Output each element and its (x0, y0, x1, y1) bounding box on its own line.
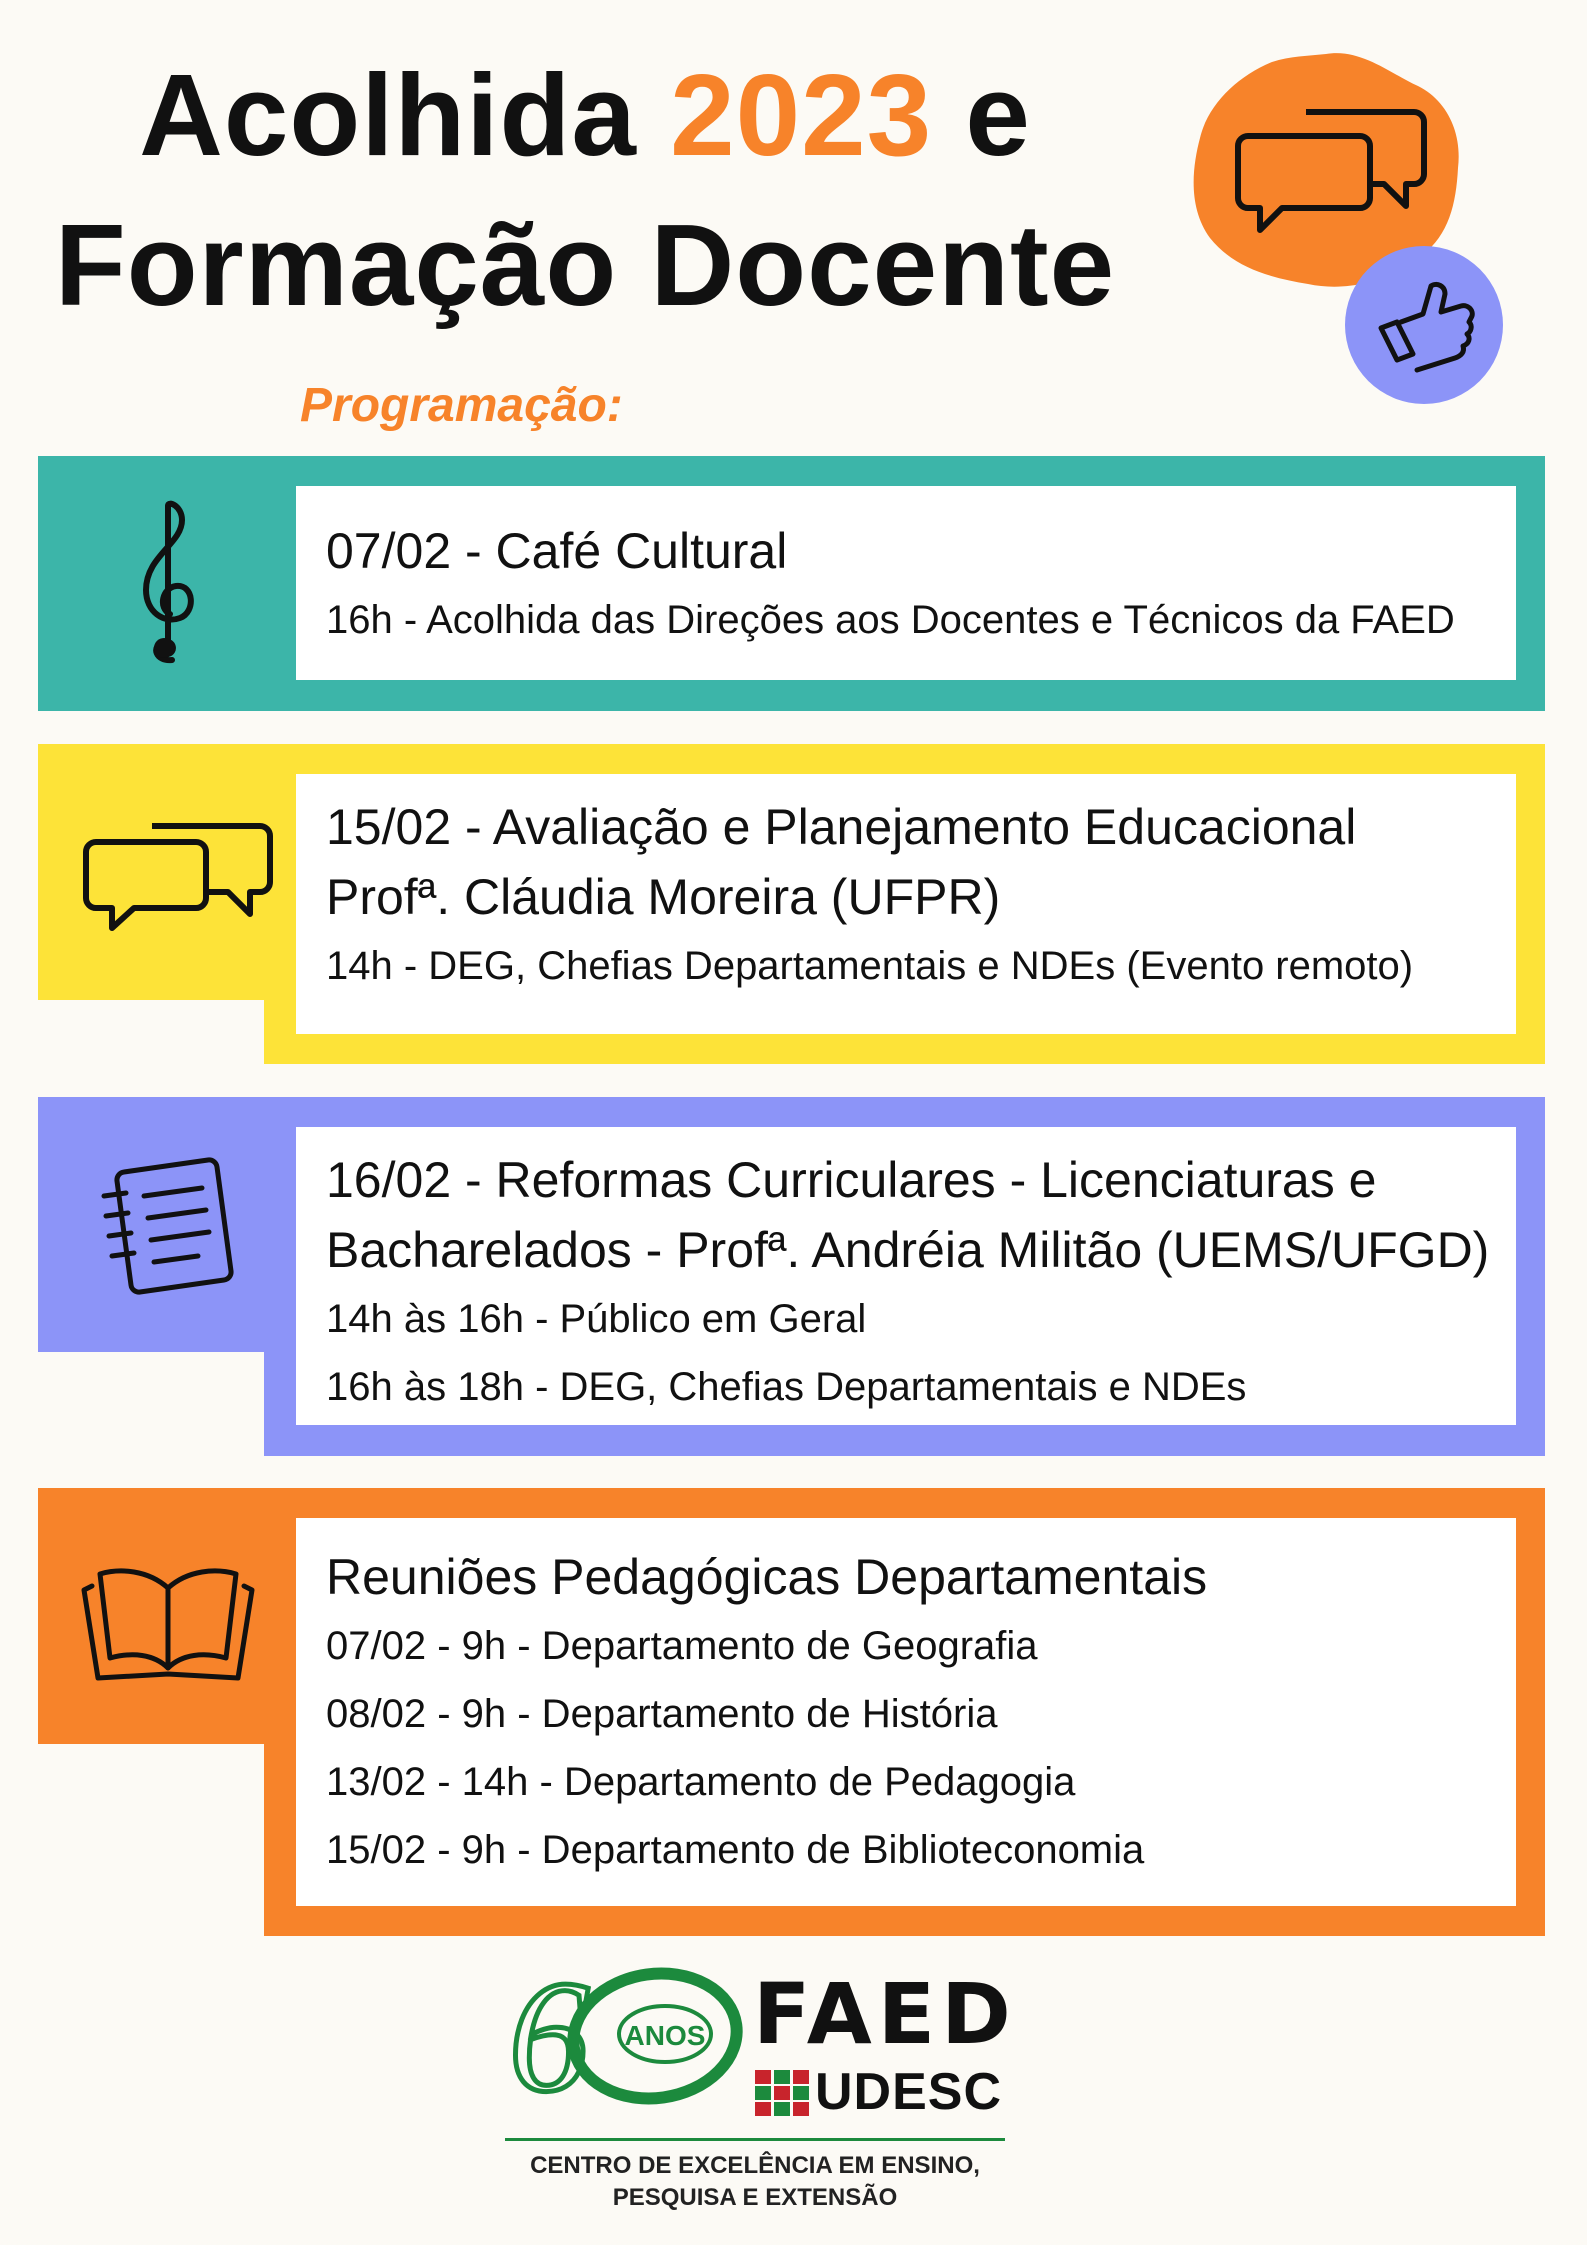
title-line-2: Formação Docente (54, 200, 1116, 330)
footer-logos (505, 1958, 1025, 2218)
udesc-logo: UDESC (815, 2063, 1003, 2121)
footer-divider (505, 2138, 1005, 2141)
udesc-mark-icon (755, 2070, 809, 2116)
event-2-title-line-2: Profª. Cláudia Moreira (UFPR) (326, 869, 1001, 925)
page-title (0, 40, 1170, 340)
title-line-1 (0, 40, 1170, 190)
event-4-detail-4: 15/02 - 9h - Departamento de Biblioteconomia (326, 1828, 1145, 1872)
event-4-detail-1: 07/02 - 9h - Departamento de Geografia (326, 1624, 1038, 1668)
event-1-title: 07/02 - Café Cultural (326, 523, 788, 579)
tagline-line-1: CENTRO DE EXCELÊNCIA EM ENSINO, (530, 2152, 980, 2179)
event-2-title-line-1: 15/02 - Avaliação e Planejamento Educacional (326, 799, 1357, 855)
event-3-title-line-1: 16/02 - Reformas Curriculares - Licenciaturas e (326, 1152, 1377, 1208)
title-text-end: e (932, 50, 1031, 180)
programacao-heading: Programação: (300, 379, 623, 432)
event-4-detail-3: 13/02 - 14h - Departamento de Pedagogia (326, 1760, 1076, 1804)
title-text: Acolhida (139, 50, 671, 180)
event-3-title-line-2: Bacharelados - Profª. Andréia Militão (UEMS/UFGD) (326, 1222, 1490, 1278)
event-3-detail-2: 16h às 18h - DEG, Chefias Departamentais e NDEs (326, 1365, 1247, 1409)
event-3-detail-1: 14h às 16h - Público em Geral (326, 1297, 867, 1341)
footer-tagline (505, 2150, 1005, 2214)
faed-logo: FAED (753, 1965, 1017, 2063)
anniversary-number: 6 (509, 1958, 589, 2108)
event-1-detail: 16h - Acolhida das Direções aos Docentes e Técnicos da FAED (326, 598, 1455, 642)
tagline-line-2: PESQUISA E EXTENSÃO (612, 2184, 898, 2211)
event-4-card (296, 1518, 1516, 1906)
event-2-card (296, 774, 1516, 1034)
event-4-title: Reuniões Pedagógicas Departamentais (326, 1549, 1208, 1605)
title-year: 2023 (670, 50, 933, 180)
open-book-icon (78, 1556, 258, 1686)
anniversary-label: ANOS (624, 2020, 706, 2051)
event-4-detail-2: 08/02 - 9h - Departamento de História (326, 1692, 998, 1736)
thumbs-up-icon (1345, 246, 1503, 404)
sixty-years-logo (505, 1958, 745, 2108)
chat-bubbles-icon (82, 818, 282, 938)
music-clef-icon (128, 498, 208, 668)
event-3-card (296, 1127, 1516, 1425)
notebook-icon (94, 1152, 234, 1302)
event-1-card (296, 486, 1516, 680)
event-2-detail: 14h - DEG, Chefias Departamentais e NDEs (Evento remoto) (326, 944, 1414, 988)
